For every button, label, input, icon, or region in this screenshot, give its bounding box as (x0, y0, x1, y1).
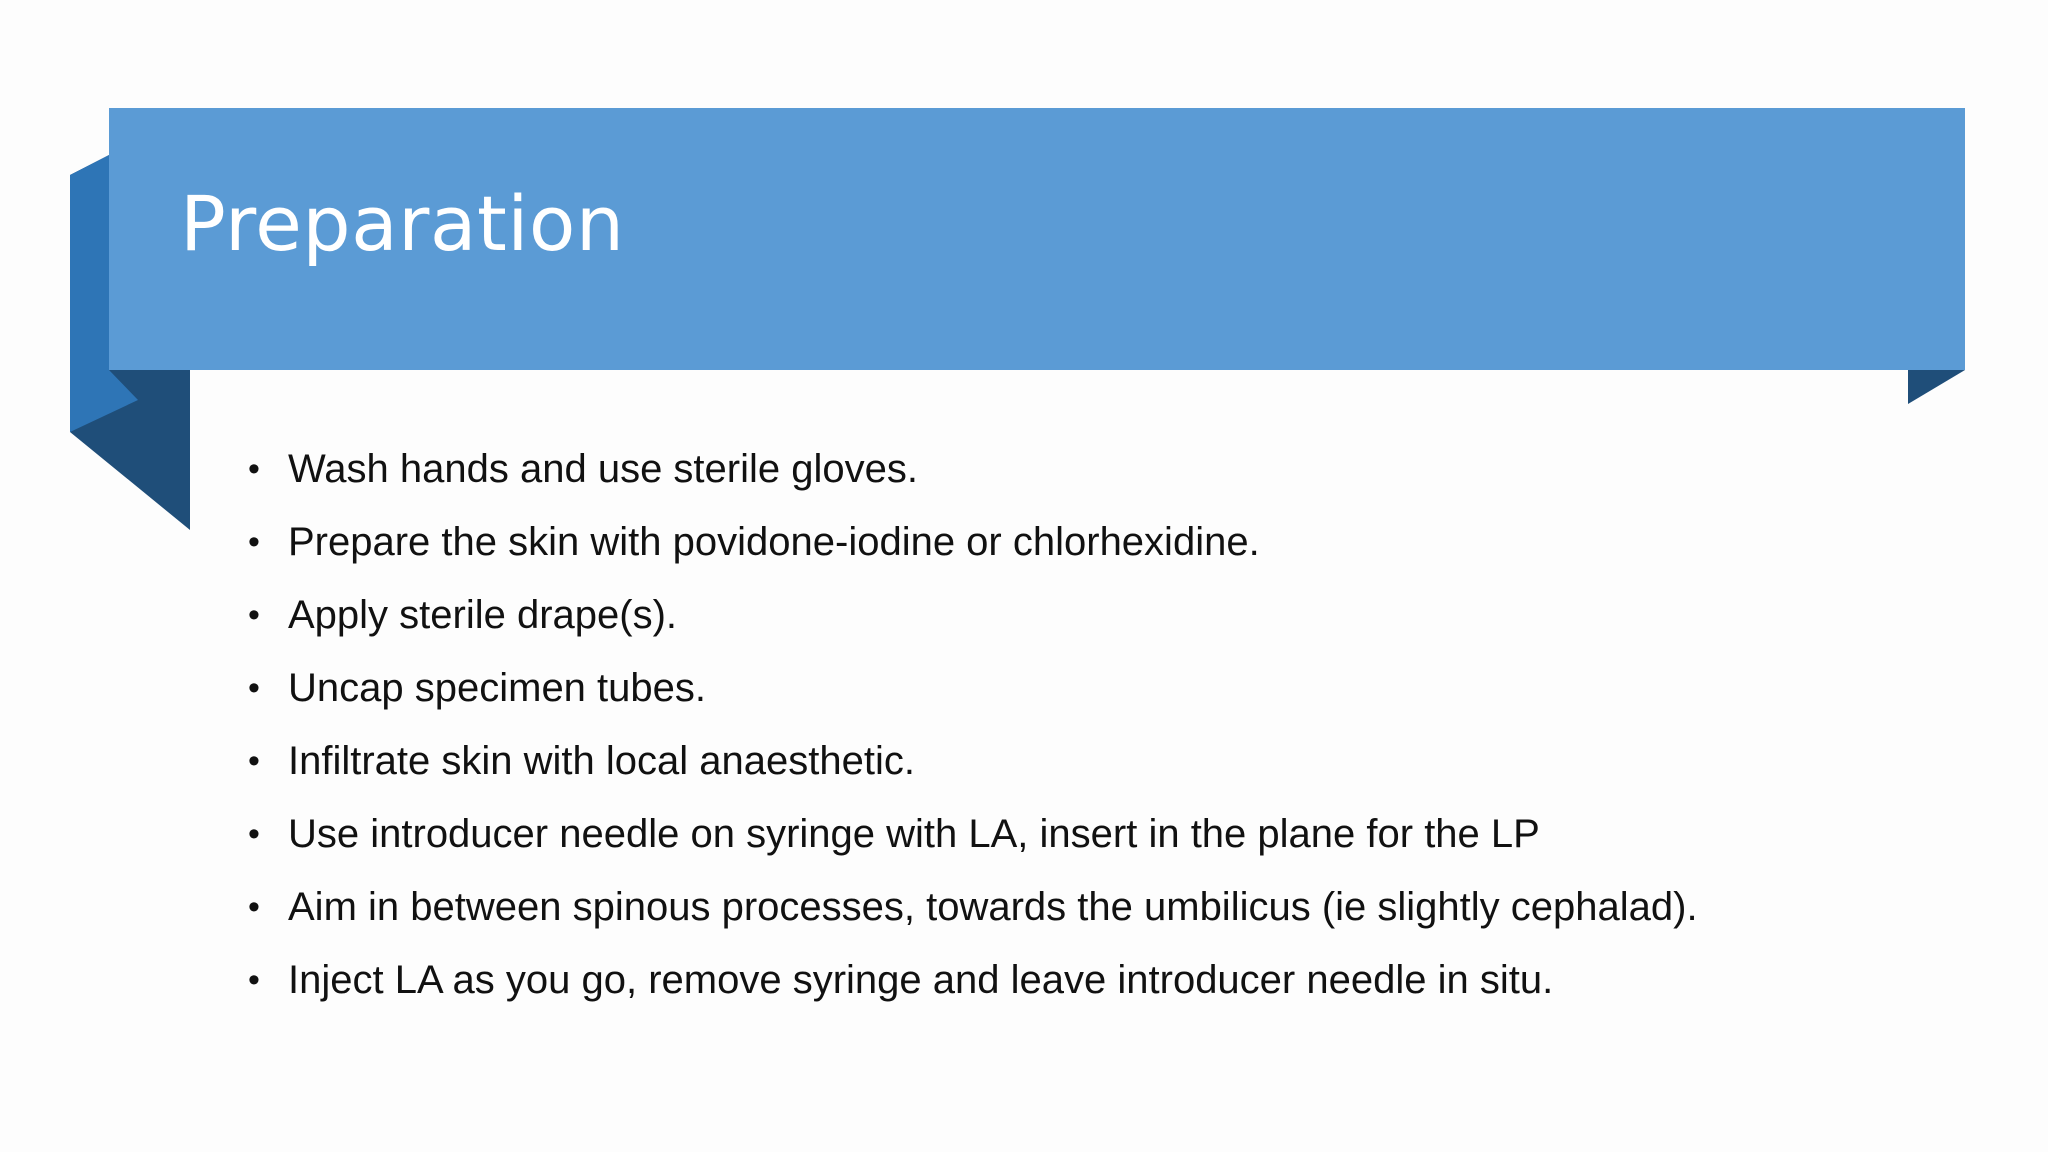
bullet-list (248, 438, 1948, 1022)
bullet-icon: • (248, 669, 260, 707)
list-item (248, 584, 1948, 657)
list-item-text: Uncap specimen tubes. (288, 666, 707, 710)
bullet-icon: • (248, 888, 260, 926)
bullet-icon: • (248, 742, 260, 780)
list-item-text: Apply sterile drape(s). (288, 593, 678, 637)
list-item (248, 657, 1948, 730)
bullet-icon: • (248, 450, 260, 488)
list-item (248, 730, 1948, 803)
bullet-icon: • (248, 815, 260, 853)
bullet-icon: • (248, 523, 260, 561)
list-item (248, 876, 1948, 949)
list-item (248, 438, 1948, 511)
list-item (248, 803, 1948, 876)
list-item (248, 949, 1948, 1022)
list-item-text: Wash hands and use sterile gloves. (288, 447, 918, 491)
list-item-text: Prepare the skin with povidone-iodine or chlorhexidine. (288, 520, 1260, 564)
list-item-text: Aim in between spinous processes, towards the umbilicus (ie slightly cephalad). (288, 885, 1698, 929)
list-item (248, 511, 1948, 584)
ribbon-right-fold (1908, 370, 1965, 404)
slide-title: Preparation (180, 179, 625, 268)
list-item-text: Infiltrate skin with local anaesthetic. (288, 739, 915, 783)
bullet-icon: • (248, 961, 260, 999)
list-item-text: Use introducer needle on syringe with LA, insert in the plane for the LP (288, 812, 1540, 856)
list-item-text: Inject LA as you go, remove syringe and leave introducer needle in situ. (288, 958, 1554, 1002)
bullet-icon: • (248, 596, 260, 634)
